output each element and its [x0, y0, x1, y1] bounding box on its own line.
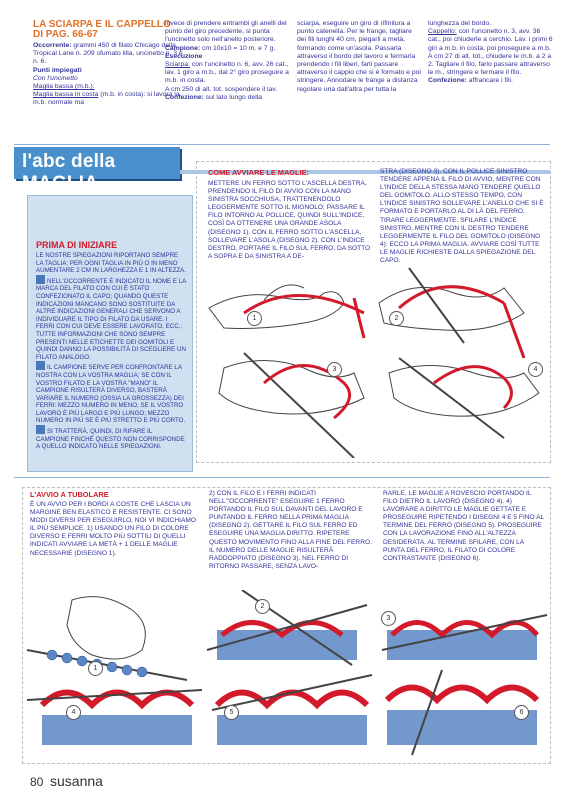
figure-number: 3 — [327, 362, 342, 377]
esecuzione-label: Esecuzione — [165, 52, 203, 60]
punti-label: Punti impiegati — [33, 66, 82, 74]
confezione-text: sul lato lungo della — [205, 93, 263, 101]
punti-item-3: Maglia bassa in costa — [33, 91, 99, 99]
section-banner — [14, 147, 180, 194]
recipe-col2-p1: invece di prendere entrambi gli anelli del punto del giro precedente, si punta l'uncinetto solo nell'anello posteriore. — [165, 20, 287, 44]
recipe-column-4 — [428, 20, 553, 86]
recipe-title: LA SCIARPA E IL CAPPELLO DI PAG. 66-67 — [33, 19, 171, 40]
avviare-col1: METTERE UN FERRO SOTTO L'ASCELLA DESTRA, PRENDENDO IL FILO DI AVVIO CON LA MANO SINISTRA SOCCHIUSA, TRATTENENDOLO LEGGERMENTE SOTTO IL MIGNOLO; PASSARE IL FILO INTORNO AL POLLICE, QUINDI SULL'INDICE, COSÌ DA OTTENERE UNA GRANDE ASOLA (DISEGNO 1). CON IL FERRO SOTTO L'ASCELLA, SOLLEVARE L'ASOLA (DISEGNO 2). CON L'INDICE DESTRO, PORTARE IL FILO SUL FERRO, DA SOTTO A SOPRA E DA SINISTRA A DE- — [208, 180, 371, 260]
cappello-label: Cappello: — [428, 28, 457, 36]
recipe-col3-text: sciarpa, eseguire un giro di rifinitura a punto catenella. Per le frange, tagliare dei fili lunghi 40 cm, piegarli a metà, formando come un'asola. Passarla attraverso il bordo del lavoro e fermarla prendendo i fili liberi, farli passare attraverso il cappio che si è formato e poi stringere. Annodare le frange a distanza regolare una dall'altra per tutta la — [297, 20, 421, 93]
figure-number: 1 — [247, 311, 262, 326]
figure-number: 6 — [514, 705, 529, 720]
banner-title: l'abc della MAGLIA — [22, 151, 116, 194]
confezione2-label: Confezione: — [428, 77, 467, 85]
figure-number: 4 — [66, 705, 81, 720]
cappello-text: con l'uncinetto n. 3, avv. 36 cat., poi chiuderle a cerchio. Lav. i primi 6 giri a m.b. in costa, poi proseguire a m.b. A cm 27 di alt. tot., chiudere le m.b. a 2 a 2. Tagliare il filo, farlo passare attraverso le m., stringere e fermare il filo. — [428, 28, 553, 77]
knit-figure-3 — [382, 615, 547, 660]
recipe-col4-p1: lunghezza del bordo. — [428, 20, 492, 27]
tubolare-illustrations — [22, 590, 550, 760]
punti-item-3b: (m.b. in costa): si lavora la m.b. normale ma — [33, 91, 180, 107]
figure-number: 3 — [381, 611, 396, 626]
hand-figure-4 — [389, 358, 539, 438]
tubolare-col3: RARLE, LE MAGLIE A ROVESCIO PORTANDO IL FILO DIETRO IL LAVORO (DISEGNO 4). 4) LAVORARE A DIRITTO LE MAGLIE GETTATE E PROSEGUIRE RIPETENDO I DISEGNI 4 E 5 FINO AL TERMINE DEL FERRO (DISEGNO 5). PROSEGUIRE CON LA LAVORAZIONE FINO ALL'ALTEZZA DESIDERATA. AL TERMINE SFILARE, CON LA PUNTA DEL FERRO, IL FILATO DI COLORE CONTRASTANTE (DISEGNO 6). — [383, 490, 544, 562]
top-divider — [14, 144, 550, 145]
recipe-column-2 — [165, 20, 295, 102]
tubolare-title: L'AVVIO A TUBOLARE — [30, 490, 109, 499]
page-number: 80 — [30, 775, 44, 789]
punti-item-1: Con l'uncinetto — [33, 74, 78, 82]
section-divider — [14, 477, 550, 478]
occorrente-text: grammi 450 di filato Chicago della Tropical Lane n. 209 sfumato lilla, uncinetto n. 3 e n. 6. — [33, 42, 183, 66]
figure-number: 4 — [528, 362, 543, 377]
intro-p1: LE NOSTRE SPIEGAZIONI RIPORTANO SEMPRE LA TAGLIA: PER OGNI TAGLIA IN PIÙ O IN MENO AUMENTARE 2 CM IN LARGHEZZA E 1 IN ALTEZZA. — [36, 252, 187, 275]
bullet-square-icon — [36, 361, 45, 370]
confezione2-text: affrancare i fili. — [468, 77, 513, 85]
figure-number: 1 — [88, 661, 103, 676]
intro-title: PRIMA DI INIZIARE — [36, 240, 118, 250]
recipe-col2-p2: A cm 250 di alt. tot. sospendere il lav. — [165, 85, 278, 93]
figure-number: 2 — [389, 311, 404, 326]
recipe-column-3 — [297, 20, 422, 94]
recipe-column-1 — [33, 20, 183, 108]
figure-number: 2 — [255, 599, 270, 614]
avviare-col2: STRA (DISEGNO 3). CON IL POLLICE SINISTRO TENDERE APPENA IL FILO DI AVVIO, MENTRE CON L'INDICE DELLA STESSA MANO TENDERE QUELLO DEL GOMITOLO. ALLO STESSO TEMPO, CON L'INDICE SINISTRO SOLLEVARE L'ANELLO CHE SI È FORMATO E PORTARLO AL DI LÀ DEL FERRO. TIRARE LEGGERMENTE. SFILARE L'INDICE SINISTRO, MENTRE CON IL DESTRO TENDERE LEGGERMENTE IL FILO DEL GOMITOLO (DISEGNO 4): ECCO LA PRIMA MAGLIA. AVVIARE COSÌ TUTTE LE MAGLIE RICHIESTE DALLA SPIEGAZIONE DEL CAPO. — [380, 168, 544, 265]
campione-text: cm 10x10 = 10 m. e 7 g. — [202, 44, 276, 52]
intro-text — [36, 252, 186, 451]
intro-p3: IL CAMPIONE SERVE PER CONFRONTARE LA NOSTRA CON LA VOSTRA MAGLIA; SE CON IL VOSTRO FILATO E LA VOSTRA "MANO" IL CAMPIONE RISULTERÀ DIVERSO, BASTERÀ VARIARE IL NUMERO (OSSIA LA GROSSEZZA) DEI FERRI: MEZZO NUMERO IN MENO, SE IL VOSTRO LAVORO È PIÙ LARGO E PIÙ LUNGO; MEZZO NUMERO IN PIÙ SE È PIÙ STRETTO E PIÙ CORTO. — [36, 364, 186, 425]
sciarpa-text: con l'uncinetto n. 6, avv. 26 cat., lav. 1 giro a m.b., dal 2° giro proseguire a m.b. in costa. — [165, 61, 289, 85]
knit-figure-2 — [207, 590, 367, 665]
magazine-name: susanna — [50, 773, 103, 789]
hand-figure-1 — [209, 285, 364, 338]
bullet-square-icon — [36, 425, 45, 434]
avviare-illustrations — [204, 258, 546, 458]
knit-figure-1 — [27, 597, 187, 680]
knit-figure-4 — [27, 690, 202, 745]
punti-item-2: Maglia bassa (m.b.): — [33, 83, 95, 91]
figure-number: 5 — [224, 705, 239, 720]
confezione-label: Confezione: — [165, 93, 204, 101]
campione-label: Campione: — [165, 44, 201, 52]
sciarpa-label: Sciarpa: — [165, 61, 190, 69]
tubolare-col1: È UN AVVIO PER I BORDI A COSTE CHE LASCIA UN MARGINE BEN ELASTICO E RESISTENTE. CI SONO MODI DIVERSI PER ESEGUIRLO, NOI VI INDICHIAMO IL PIÙ SEMPLICE. 1) USANDO UN FILO DI COLORE DIVERSO E FERRI MOLTO PIÙ SOTTILI DI QUELLI INDICATI AVVIARE LA METÀ + 1 DELLE MAGLIE NECESSARIE (DISEGNO 1). — [30, 501, 196, 557]
intro-p4: SI TRATTERÀ, QUINDI, DI RIFARE IL CAMPIONE FINCHÉ QUESTO NON CORRISPONDE A QUELLO INDICATO NELLE SPIEGAZIONI. — [36, 428, 185, 451]
intro-box — [27, 195, 193, 472]
hand-figure-3 — [219, 353, 364, 458]
tubolare-col2: 2) CON IL FILO E I FERRI INDICATI NELL'"OCCORRENTE" ESEGUIRE 1 FERRO PORTANDO IL FILO SUL DAVANTI DEL LAVORO E PUNTANDO IL FERRO NELLA PRIMA MAGLIA (DISEGNO 2). GETTARE IL FILO SUL FERRO ED ESEGUIRE UNA MAGLIA DIRITTO. RIPETERE QUESTO MOVIMENTO FINO ALLA FINE DEL FERRO. IL NUMERO DELLE MAGLIE RISULTERÀ RADDOPPIATO (DISEGNO 3). NEL FERRO DI RITORNO PASSARE, SENZA LAVO- — [209, 490, 372, 570]
occorrente-label: Occorrente: — [33, 42, 72, 49]
avviare-title: COME AVVIARE LE MAGLIE: — [208, 168, 310, 177]
intro-p2: NELL'OCCORRENTE È INDICATO IL NOME E LA MARCA DEL FILATO CON CUI È STATO CONFEZIONATO IL CAPO; QUANDO QUESTE INDICAZIONI MANCANO SONO SOSTITUITE DA ALTRE INDICAZIONI GENERALI CHE SERVONO A INDIVIDUARE IL TIPO DI FILATO DA USARE, I FERRI CON CUI DEVE ESSERE LAVORATO, ECC.; TUTTE INFORMAZIONI CHE SONO SEMPRE PRESENTI NELLE ETICHETTE DEI GOMITOLI E QUINDI DANNO LA POSSIBILITÀ DI SCEGLIERE UN FILATO ANALOGO. — [36, 277, 186, 361]
bullet-square-icon — [36, 275, 45, 284]
